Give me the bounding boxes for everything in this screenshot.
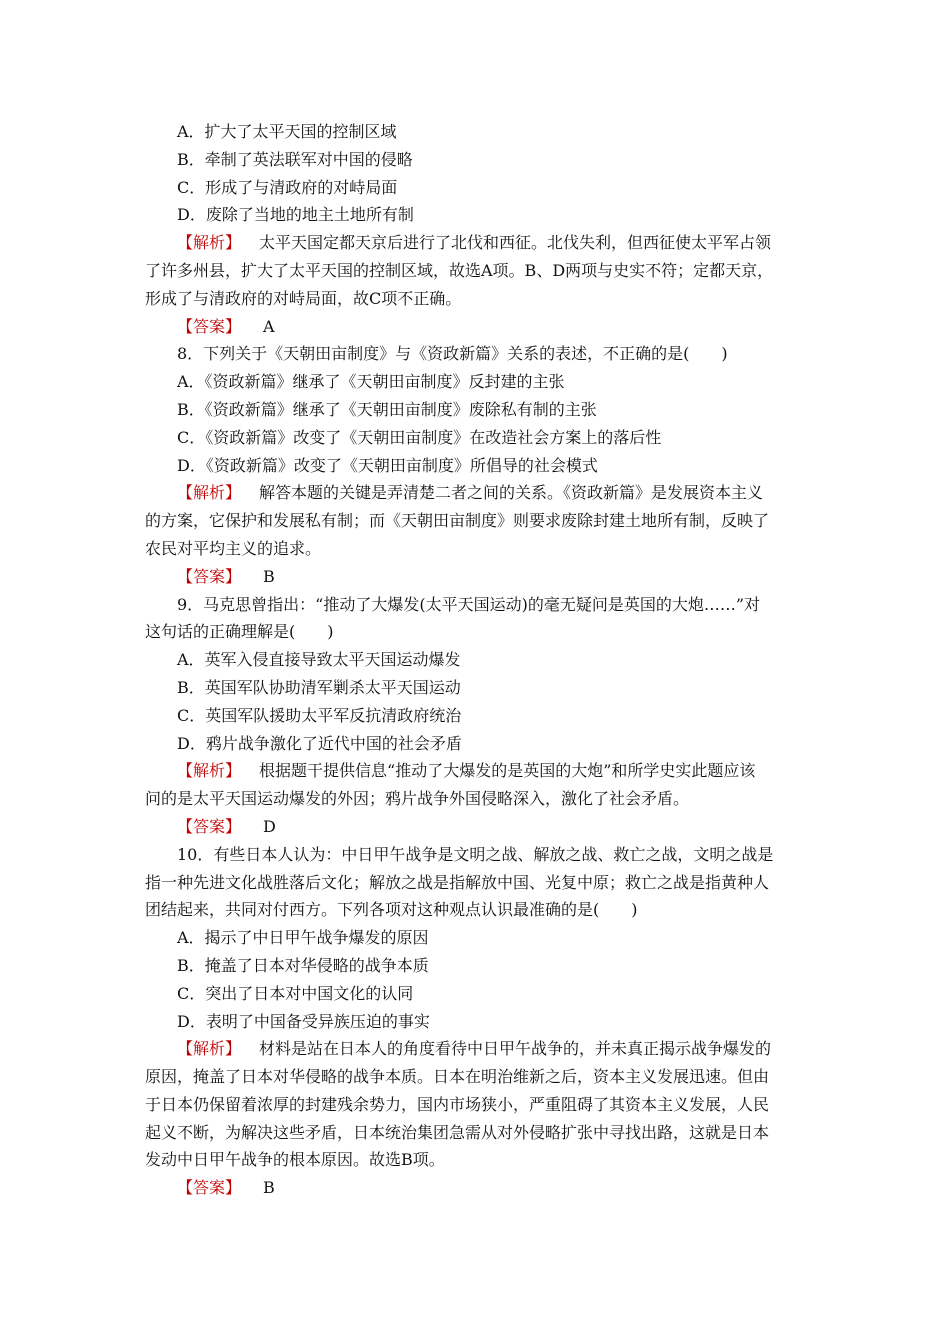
q9-stem-line-2: 这句话的正确理解是( ) <box>145 622 334 642</box>
q9-analysis-label: 【解析】 <box>177 761 242 781</box>
q10-option-a: A．揭示了中日甲午战争爆发的原因 <box>177 928 429 948</box>
q9-option-b: B．英国军队协助清军剿杀太平天国运动 <box>177 677 461 697</box>
q7-option-c: C．形成了与清政府的对峙局面 <box>177 177 398 197</box>
q8-analysis-line-2: 的方案，它保护和发展私有制；而《天朝田亩制度》则要求废除封建土地所有制，反映了 <box>145 511 770 531</box>
q10-analysis-line-5: 发动中日甲午战争的根本原因。故选B项。 <box>145 1150 445 1170</box>
q10-analysis-line-3: 于日本仍保留着浓厚的封建残余势力，国内市场狭小，严重阻碍了其资本主义发展，人民 <box>145 1094 770 1114</box>
q10-stem-line-2: 指一种先进文化战胜落后文化；解放之战是指解放中国、光复中原；救亡之战是指黄种人 <box>145 872 770 892</box>
q7-option-d: D．废除了当地的地主土地所有制 <box>177 205 414 225</box>
q10-stem-line-1: 10．有些日本人认为：中日甲午战争是文明之战、解放之战、救亡之战，文明之战是 <box>177 844 774 864</box>
q7-analysis-line-2: 了许多州县，扩大了太平天国的控制区域，故选A项。B、D两项与史实不符；定都天京， <box>145 260 774 280</box>
q10-analysis-line-1 <box>145 1035 815 1063</box>
q9-answer-label: 【答案】 <box>177 816 242 836</box>
question-7 <box>145 118 815 340</box>
q8-option-d: D．《资政新篇》改变了《天朝田亩制度》所倡导的社会模式 <box>177 455 598 475</box>
q8-option-a: A．《资政新篇》继承了《天朝田亩制度》反封建的主张 <box>177 372 565 392</box>
q9-option-a: A．英军入侵直接导致太平天国运动爆发 <box>177 650 461 670</box>
q7-option-b: B．牵制了英法联军对中国的侵略 <box>177 149 413 169</box>
q9-option-d: D．鸦片战争激化了近代中国的社会矛盾 <box>177 733 462 753</box>
q8-stem-line-1: 8．下列关于《天朝田亩制度》与《资政新篇》关系的表述，不正确的是( ) <box>177 344 728 364</box>
q10-answer-value: B <box>263 1178 275 1198</box>
q8-analysis-line-3: 农民对平均主义的追求。 <box>145 538 322 558</box>
q10-answer-label: 【答案】 <box>177 1178 242 1198</box>
q10-analysis-label: 【解析】 <box>177 1039 242 1059</box>
q10-analysis-text-1: 材料是站在日本人的角度看待中日甲午战争的，并未真正揭示战争爆发的 <box>259 1039 772 1059</box>
q8-analysis-line-1 <box>145 479 815 507</box>
question-9 <box>145 591 815 841</box>
q7-analysis-line-3: 形成了与清政府的对峙局面，故C项不正确。 <box>145 288 462 308</box>
q8-answer-line <box>145 563 815 591</box>
q8-answer-value: B <box>263 566 275 586</box>
q8-answer-label: 【答案】 <box>177 566 242 586</box>
question-8 <box>145 340 815 590</box>
q7-answer-line <box>145 313 815 341</box>
q8-analysis-text-1: 解答本题的关键是弄清楚二者之间的关系。《资政新篇》是发展资本主义 <box>259 483 764 503</box>
q7-analysis-text-1: 太平天国定都天京后进行了北伐和西征。北伐失利，但西征使太平军占领 <box>259 233 772 253</box>
q7-analysis-line-1 <box>145 229 815 257</box>
q9-analysis-line-1 <box>145 757 815 785</box>
q7-answer-label: 【答案】 <box>177 316 242 336</box>
q9-answer-line <box>145 813 815 841</box>
q10-analysis-line-4: 起义不断，为解决这些矛盾，日本统治集团急需从对外侵略扩张中寻找出路，这就是日本 <box>145 1122 770 1142</box>
q7-option-a: A．扩大了太平天国的控制区域 <box>177 122 397 141</box>
q8-analysis-label: 【解析】 <box>177 483 242 503</box>
q10-stem-line-3: 团结起来，共同对付西方。下列各项对这种观点认识最准确的是( ) <box>145 900 638 920</box>
q7-answer-value: A <box>263 316 275 336</box>
q10-option-c: C．突出了日本对中国文化的认同 <box>177 983 414 1003</box>
q7-analysis-label: 【解析】 <box>177 233 242 253</box>
q10-option-b: B．掩盖了日本对华侵略的战争本质 <box>177 955 429 975</box>
q9-answer-value: D <box>263 816 276 836</box>
q8-option-b: B．《资政新篇》继承了《天朝田亩制度》废除私有制的主张 <box>177 399 597 419</box>
q10-analysis-line-2: 原因，掩盖了日本对华侵略的战争本质。日本在明治维新之后，资本主义发展迅速。但由 <box>145 1067 770 1087</box>
q9-analysis-text-1: 根据题干提供信息“推动了大爆发的是英国的大炮”和所学史实此题应该 <box>259 761 756 781</box>
q9-stem-line-1: 9．马克思曾指出：“推动了大爆发(太平天国运动)的毫无疑问是英国的大炮……”对 <box>177 594 761 614</box>
q10-answer-line <box>145 1174 815 1202</box>
q9-analysis-line-2: 问的是太平天国运动爆发的外因；鸦片战争外国侵略深入，激化了社会矛盾。 <box>145 789 690 809</box>
q10-option-d: D．表明了中国备受异族压迫的事实 <box>177 1011 430 1031</box>
q9-option-c: C．英国军队援助太平军反抗清政府统治 <box>177 705 462 725</box>
question-10 <box>145 841 815 1202</box>
q8-option-c: C．《资政新篇》改变了《天朝田亩制度》在改造社会方案上的落后性 <box>177 427 662 447</box>
document-page <box>145 118 815 1202</box>
